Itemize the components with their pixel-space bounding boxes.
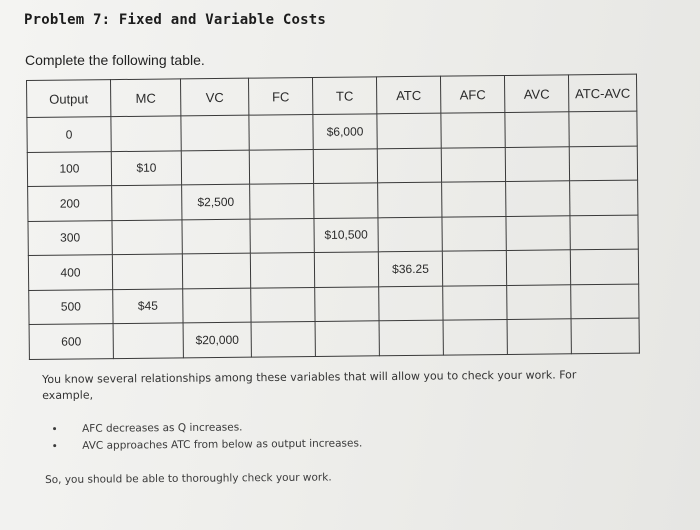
header-afc: AFC [440,75,504,113]
table-cell[interactable]: $10 [111,150,181,185]
header-avc: AVC [504,75,568,113]
list-item: • AVC approaches ATC from below as output increases. [66,435,362,455]
table-cell[interactable] [377,113,441,148]
table-cell[interactable]: 200 [28,186,112,221]
table-cell[interactable] [112,254,182,289]
table-cell[interactable] [442,216,506,251]
header-atc: ATC [376,76,440,114]
table-cell[interactable] [182,219,250,254]
table-cell[interactable] [112,219,182,254]
table-cell[interactable] [251,287,315,322]
cost-table-container [26,74,640,360]
table-header-row [27,74,637,117]
list-item: • AFC decreases as Q increases. [66,418,362,438]
table-cell[interactable] [505,112,569,147]
table-cell[interactable] [315,286,379,321]
header-atc-avc: ATC-AVC [568,74,636,112]
table-cell[interactable] [249,149,313,184]
table-cell[interactable] [112,185,182,220]
table-cell[interactable] [570,249,638,284]
header-tc: TC [312,77,376,115]
table-cell[interactable] [506,250,570,285]
table-cell[interactable]: $36.25 [378,251,442,286]
table-cell[interactable]: $20,000 [183,322,251,357]
table-cell[interactable] [441,147,505,182]
table-cell[interactable] [250,218,314,253]
table-cell[interactable] [183,288,251,323]
table-cell[interactable] [251,321,315,356]
table-cell[interactable]: 0 [27,117,111,152]
table-cell[interactable]: 300 [28,220,112,255]
table-cell[interactable]: $10,500 [314,217,378,252]
table-cell[interactable] [111,116,181,151]
table-cell[interactable] [505,146,569,181]
table-cell[interactable] [378,182,442,217]
table-cell[interactable] [571,284,639,319]
table-cell[interactable] [506,215,570,250]
table-cell[interactable] [570,215,638,250]
cost-table [26,74,640,360]
instruction-text: Complete the following table. [25,52,205,68]
table-cell[interactable] [250,252,314,287]
table-cell[interactable]: $6,000 [313,114,377,149]
table-cell[interactable] [315,321,379,356]
relationships-list [66,418,362,455]
table-cell[interactable] [443,319,507,354]
table-cell[interactable] [571,318,639,353]
table-cell[interactable] [182,253,250,288]
problem-title: Problem 7: Fixed and Variable Costs [24,12,327,28]
table-cell[interactable] [181,150,249,185]
notes-closing: So, you should be able to thoroughly check your work. [45,471,332,486]
table-cell[interactable] [506,181,570,216]
table-cell[interactable] [507,284,571,319]
table-cell[interactable]: 500 [29,289,113,324]
table-cell[interactable] [442,250,506,285]
header-mc: MC [111,79,181,117]
table-cell[interactable] [313,148,377,183]
table-cell[interactable] [378,217,442,252]
notes-intro: You know several relationships among these variables that will allow you to check your work. For example, [42,368,577,402]
table-cell[interactable] [569,111,637,146]
table-cell[interactable] [569,146,637,181]
table-cell[interactable] [570,180,638,215]
table-cell[interactable] [379,320,443,355]
table-cell[interactable]: $45 [113,288,183,323]
table-cell[interactable]: $2,500 [182,184,250,219]
table-cell[interactable]: 100 [27,151,111,186]
table-cell[interactable] [507,319,571,354]
table-cell[interactable] [249,114,313,149]
header-fc: FC [248,77,312,115]
table-cell[interactable]: 400 [28,255,112,290]
table-cell[interactable]: 600 [29,324,113,359]
table-cell[interactable] [181,115,249,150]
header-vc: VC [180,78,248,116]
table-cell[interactable] [441,112,505,147]
table-cell[interactable] [314,183,378,218]
table-cell[interactable] [314,252,378,287]
table-cell[interactable] [379,286,443,321]
header-output: Output [27,80,111,118]
table-cell[interactable] [113,323,183,358]
table-cell[interactable] [250,183,314,218]
table-cell[interactable] [377,148,441,183]
table-cell[interactable] [443,285,507,320]
table-row [29,318,639,359]
table-cell[interactable] [442,181,506,216]
